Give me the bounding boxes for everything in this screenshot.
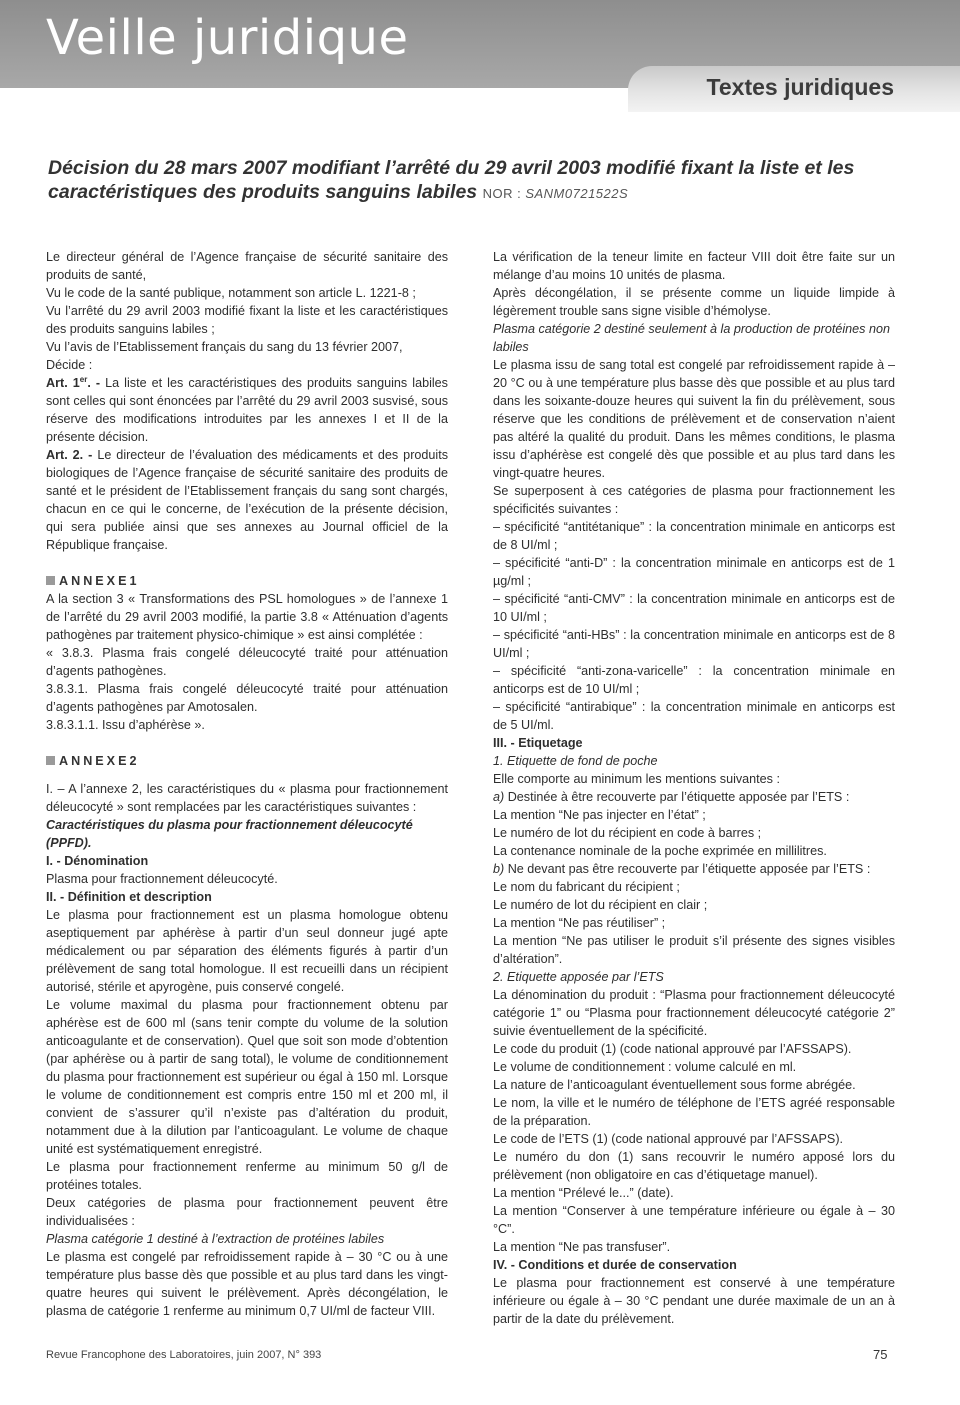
- label-1-title: 1. Etiquette de fond de poche: [493, 754, 658, 768]
- annex-1-heading: ANNEXE1: [46, 572, 448, 590]
- annex-2-paragraph: I. – A l’annexe 2, les caractéristiques du « plasma pour fractionnement déleucocyté » sont remplacées par les caractéristiques suivantes :: [46, 782, 448, 814]
- section-paragraph: Le volume maximal du plasma pour fractionnement obtenu par aphérèse est de 600 ml (sans tenir compte du volume de la solution anticoagulante et de conservation). Quel que soit son mode d’obtention (par aphérèse ou à partir de sang total), le volume de conditionnement du plasma pour fractionnement est supérieur ou égal à 150 ml. Lorsque le volume de conditionnement est compris entre 150 ml et 200 ml, il convient de s’assurer qu’il n’existe pas d’altération du produit, notamment due à la dilution par l’anticoagulant. Le volume de chaque unité est systématiquement enregistré.: [46, 998, 448, 1156]
- section-heading: I. - Dénomination: [46, 854, 149, 868]
- square-bullet-icon: [46, 756, 55, 765]
- right-column: [493, 248, 895, 1328]
- section-heading: IV. - Conditions et durée de conservation: [493, 1258, 737, 1272]
- category-1-title: Plasma catégorie 1 destiné à l’extraction de protéines labiles: [46, 1232, 385, 1246]
- section-paragraph: La vérification de la teneur limite en facteur VIII doit être faite sur un mélange d’au moins 10 unités de plasma.: [493, 250, 895, 282]
- section-paragraph: Le plasma pour fractionnement renferme au minimum 50 g/l de protéines totales.: [46, 1160, 448, 1192]
- specificity-item: – spécificité “anti-HBs” : la concentration minimale en anticorps est de 8 UI/ml ;: [493, 628, 895, 660]
- section-paragraph: Plasma pour fractionnement déleucocyté.: [46, 872, 278, 886]
- annex-1-paragraph: A la section 3 « Transformations des PSL homologues » de l’annexe 1 de l’arrêté du 29 avril 2003 modifié, la partie 3.8 « Atténuation d’agents pathogènes par traitement physico-chimique » est ainsi complétée :: [46, 592, 448, 642]
- intro-paragraph: Le directeur général de l’Agence française de sécurité sanitaire des produits de santé,: [46, 250, 448, 282]
- category-1-text: Le plasma est congelé par refroidissement rapide à – 30 °C ou à une température plus basse dès que possible et au plus tard dans les vingt-quatre heures qui suivent le prélèvement. Après décongélation, le plasma de catégorie 1 renferme au minimum 0,7 UI/ml de facteur VIII.: [46, 1250, 448, 1318]
- article-2-text: Le directeur de l’évaluation des médicaments et des produits biologiques de l’Agence française de sécurité sanitaire des produits de santé et le président de l’Etablissement français du sang sont chargés, chacun en ce qui le concerne, de l’exécution de la présente décision, qui sera publiée ainsi que ses annexes au Journal officiel de la République française.: [46, 448, 448, 552]
- nor-code: SANM0721522S: [525, 186, 629, 201]
- article-2: [46, 446, 448, 554]
- nor-label: NOR :: [482, 186, 522, 201]
- specificity-item: – spécificité “anti-CMV” : la concentration minimale en anticorps est de 10 UI/ml ;: [493, 592, 895, 624]
- label-item: La dénomination du produit : “Plasma pour fractionnement déleucocyté catégorie 1” ou “Plasma pour fractionnement déleucocyté catégorie 2” suivie éventuellement de la spécificité.: [493, 988, 895, 1038]
- square-bullet-icon: [46, 576, 55, 585]
- section-title: Veille juridique: [46, 10, 409, 66]
- category-tab-label: Textes juridiques: [706, 74, 894, 100]
- label-item: Le code du produit (1) (code national approuvé par l’AFSSAPS).: [493, 1042, 852, 1056]
- section-paragraph: Deux catégories de plasma pour fractionnement peuvent être individualisées :: [46, 1196, 448, 1228]
- label-item: La mention “Ne pas utiliser le produit s’il présente des signes visibles d’altération”.: [493, 934, 895, 966]
- specificity-item: – spécificité “antitétanique” : la concentration minimale en anticorps est de 8 UI/ml ;: [493, 520, 895, 552]
- label-item: Le numéro de lot du récipient en clair ;: [493, 898, 708, 912]
- label-item: Le numéro du don (1) sans recouvrir le numéro apposé lors du prélèvement (non obligatoire en cas d’étiquetage manuel).: [493, 1150, 895, 1182]
- annex-1-paragraph: 3.8.3.1.1. Issu d’aphérèse ».: [46, 718, 205, 732]
- annex-2-subtitle: Caractéristiques du plasma pour fractionnement déleucocyté (PPFD).: [46, 818, 413, 850]
- left-column: [46, 248, 448, 1320]
- annex-1-paragraph: « 3.8.3. Plasma frais congelé déleucocyté traité pour atténuation d’agents pathogènes.: [46, 646, 448, 678]
- specificity-intro: Se superposent à ces catégories de plasma pour fractionnement les spécificités suivantes :: [493, 484, 895, 516]
- label-item: La contenance nominale de la poche exprimée en millilitres.: [493, 844, 827, 858]
- article-2-label: Art. 2. -: [46, 448, 93, 462]
- section-paragraph: Le plasma pour fractionnement est un plasma homologue obtenu aseptiquement par aphérèse à partir d’un seul donneur jugé apte médicalement ou par séparation des éléments figurés à partir d’un prélèvement de sang total homologue. Il est recueilli dans un récipient autorisé, stérile et apyrogène, puis conservé congelé.: [46, 908, 448, 994]
- intro-paragraph: Décide :: [46, 358, 93, 372]
- specificity-item: – spécificité “anti-D” : la concentration minimale en anticorps est de 1 µg/ml ;: [493, 556, 895, 588]
- label-item: La nature de l’anticoagulant éventuellement sous forme abrégée.: [493, 1078, 856, 1092]
- article-title: [48, 156, 908, 206]
- annex-2-heading: ANNEXE2: [46, 752, 448, 770]
- category-2-text: Le plasma issu de sang total est congelé par refroidissement rapide à – 20 °C ou à une température plus basse dès que possible et au plus tard dans les soixante-douze heures qui suivent la fin du prélèvement, sous réserve que les conditions de prélèvement et de conservation n’aient pas altéré la qualité du produit. Dans les mêmes conditions, le plasma issu d’aphérèse est congelé dès que possible et au plus tard dans les vingt-quatre heures.: [493, 358, 895, 480]
- intro-paragraph: Vu l’arrêté du 29 avril 2003 modifié fixant la liste et les caractéristiques des produits sanguins labiles ;: [46, 304, 448, 336]
- label-2-title: 2. Etiquette apposée par l’ETS: [493, 970, 664, 984]
- label-item: La mention “Ne pas réutiliser” ;: [493, 916, 666, 930]
- intro-paragraph: Vu le code de la santé publique, notamment son article L. 1221-8 ;: [46, 286, 416, 300]
- section-heading: III. - Etiquetage: [493, 736, 583, 750]
- label-item: La mention “Ne pas injecter en l’état” ;: [493, 808, 706, 822]
- label-item: La mention “Ne pas transfuser”.: [493, 1240, 671, 1254]
- label-item: La mention “Prélevé le...” (date).: [493, 1186, 674, 1200]
- specificity-item: – spécificité “anti-zona-varicelle” : la concentration minimale en anticorps est de 10 UI/ml ;: [493, 664, 895, 696]
- specificity-item: – spécificité “antirabique” : la concentration minimale en anticorps est de 5 UI/ml.: [493, 700, 895, 732]
- section-paragraph: Le plasma pour fractionnement est conservé à une température inférieure ou égale à – 30 °C pendant une durée maximale de un an à partir de la date du prélèvement.: [493, 1276, 895, 1326]
- label-1-intro: Elle comporte au minimum les mentions suivantes :: [493, 772, 780, 786]
- label-item: Le nom du fabricant du récipient ;: [493, 880, 680, 894]
- label-item: Le numéro de lot du récipient en code à barres ;: [493, 826, 762, 840]
- label-item: Le volume de conditionnement : volume calculé en ml.: [493, 1060, 797, 1074]
- label-1-a: a) Destinée à être recouverte par l’étiquette apposée par l’ETS :: [493, 790, 850, 804]
- category-2-title: Plasma catégorie 2 destiné seulement à la production de protéines non labiles: [493, 322, 890, 354]
- label-item: La mention “Conserver à une température inférieure ou égale à – 30 °C”.: [493, 1204, 895, 1236]
- article-1: [46, 374, 448, 446]
- journal-reference: Revue Francophone des Laboratoires, juin 2007, N° 393: [46, 1349, 322, 1361]
- label-item: Le code de l’ETS (1) (code national approuvé par l’AFSSAPS).: [493, 1132, 844, 1146]
- article-1-label: Art. 1er. -: [46, 374, 101, 390]
- label-item: Le nom, la ville et le numéro de téléphone de l’ETS agréé responsable de la préparation.: [493, 1096, 895, 1128]
- label-1-b: b) Ne devant pas être recouverte par l’étiquette apposée par l’ETS :: [493, 862, 871, 876]
- category-tab: [628, 66, 960, 112]
- nor-reference: [483, 186, 629, 201]
- article-1-text: La liste et les caractéristiques des produits sanguins labiles sont celles qui sont énoncées par l’arrêté du 29 avril 2003 susvisé, sous réserve des modifications introduites par les annexes I et II de la présente décision.: [46, 376, 448, 444]
- page-number: 75: [873, 1347, 888, 1362]
- annex-1-paragraph: 3.8.3.1. Plasma frais congelé déleucocyté traité pour atténuation d’agents pathogènes par Amotosalen.: [46, 682, 448, 714]
- intro-paragraph: Vu l’avis de l’Etablissement français du sang du 13 février 2007,: [46, 340, 403, 354]
- section-heading: II. - Définition et description: [46, 890, 212, 904]
- article-title-text: Décision du 28 mars 2007 modifiant l’arrêté du 29 avril 2003 modifié fixant la liste et les caractéristiques des produits sanguins labiles: [48, 157, 855, 203]
- section-paragraph: Après décongélation, il se présente comme un liquide limpide à légèrement trouble sans signe visible d’hémolyse.: [493, 286, 895, 318]
